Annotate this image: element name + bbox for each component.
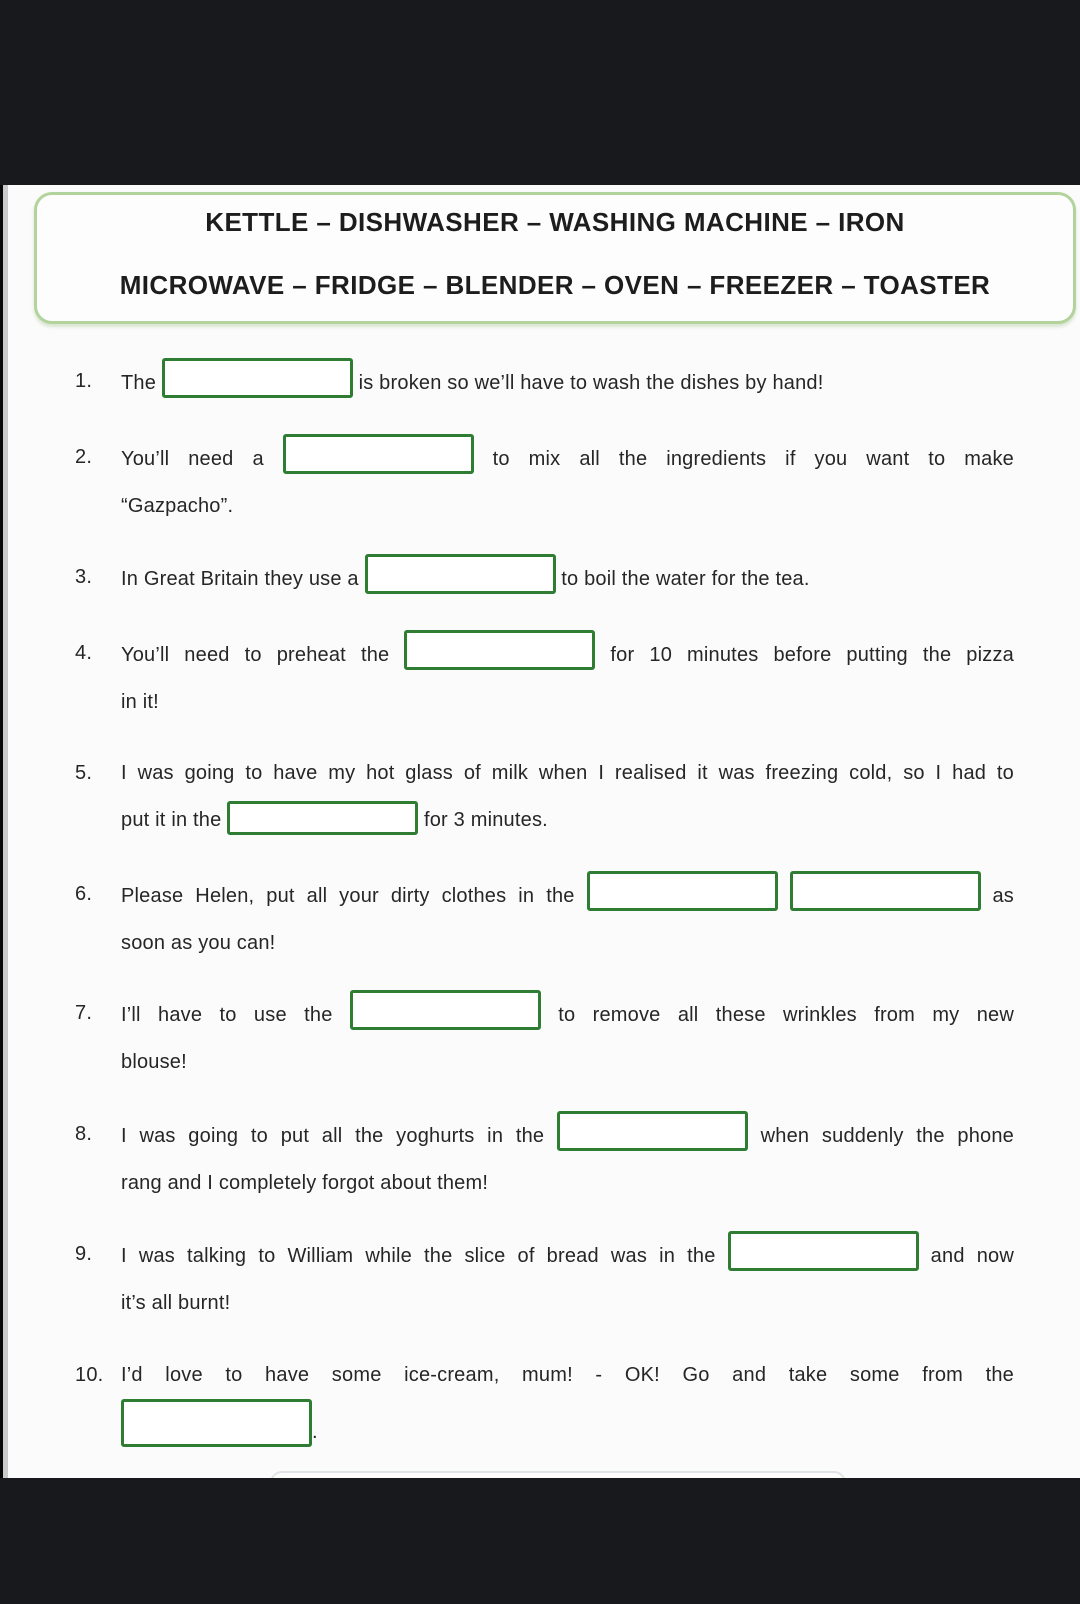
item-number: 3. — [75, 566, 93, 588]
answer-blank[interactable] — [728, 1231, 919, 1271]
exercise-item-1 — [75, 358, 1014, 407]
item-number: 8. — [75, 1123, 93, 1145]
item-number: 9. — [75, 1243, 93, 1265]
item-line: rang and I completely forgot about them! — [121, 1172, 489, 1194]
bottom-letterbox-bar — [0, 1478, 1080, 1604]
item-text — [121, 871, 1014, 967]
answer-blank[interactable] — [162, 358, 353, 398]
answer-blank[interactable] — [365, 554, 556, 594]
item-line: You’ll need a to mix all the ingredients if you want to make — [121, 434, 1014, 483]
item-line: “Gazpacho”. — [121, 495, 234, 517]
item-line: I was going to have my hot glass of milk when I realised it was freezing cold, so I had to — [121, 762, 1014, 784]
answer-blank[interactable] — [404, 630, 595, 670]
item-text — [121, 358, 1014, 407]
item-line: Please Helen, put all your dirty clothes in the as — [121, 871, 1014, 920]
word-bank-line-1: KETTLE – DISHWASHER – WASHING MACHINE – IRON — [205, 207, 905, 237]
page-left-edge-gray — [3, 185, 8, 1478]
item-line: I was talking to William while the slice of bread was in the and now — [121, 1231, 1014, 1280]
answer-blank[interactable] — [587, 871, 778, 911]
item-text — [121, 750, 1014, 844]
worksheet-page — [8, 185, 1080, 1478]
item-text — [121, 990, 1014, 1086]
exercise-item-3 — [75, 554, 1014, 603]
item-number: 2. — [75, 446, 93, 468]
answer-blank[interactable] — [350, 990, 541, 1030]
exercise-item-10 — [75, 1352, 1014, 1456]
item-number: 5. — [75, 762, 93, 784]
item-number: 6. — [75, 883, 93, 905]
item-line: in it! — [121, 691, 159, 713]
answer-blank[interactable] — [557, 1111, 748, 1151]
item-number: 1. — [75, 370, 93, 392]
item-line: I was going to put all the yoghurts in the when suddenly the phone — [121, 1111, 1014, 1160]
item-text — [121, 630, 1014, 726]
item-text — [121, 554, 1014, 603]
item-text — [121, 1111, 1014, 1207]
item-line: You’ll need to preheat the for 10 minutes before putting the pizza — [121, 630, 1014, 679]
item-text — [121, 1352, 1014, 1456]
exercise-item-9 — [75, 1231, 1014, 1327]
answer-blank[interactable] — [227, 801, 418, 835]
item-line: I’ll have to use the to remove all these wrinkles from my new — [121, 990, 1014, 1039]
item-line: In Great Britain they use a to boil the water for the tea. — [121, 554, 1014, 603]
exercise-item-7 — [75, 990, 1014, 1086]
exercise-item-4 — [75, 630, 1014, 726]
item-line: blouse! — [121, 1051, 187, 1073]
exercise-item-2 — [75, 434, 1014, 530]
item-number: 7. — [75, 1002, 93, 1024]
word-bank-line-2: MICROWAVE – FRIDGE – BLENDER – OVEN – FREEZER – TOASTER — [119, 270, 991, 300]
answer-blank[interactable] — [121, 1399, 312, 1447]
item-line: I’d love to have some ice-cream, mum! - OK! Go and take some from the — [121, 1364, 1014, 1386]
exercise-item-6 — [75, 871, 1014, 967]
item-number: 4. — [75, 642, 93, 664]
item-line: it’s all burnt! — [121, 1292, 231, 1314]
item-line: . — [121, 1399, 1014, 1456]
exercise-item-5 — [75, 750, 1014, 844]
item-line: soon as you can! — [121, 932, 276, 954]
answer-blank[interactable] — [790, 871, 981, 911]
item-line: The is broken so we’ll have to wash the dishes by hand! — [121, 358, 1014, 407]
item-text — [121, 434, 1014, 530]
word-bank-box — [34, 192, 1076, 324]
item-line: put it in the for 3 minutes. — [121, 797, 1014, 844]
exercise-item-8 — [75, 1111, 1014, 1207]
answer-blank[interactable] — [283, 434, 474, 474]
item-number: 10. — [75, 1364, 104, 1386]
partial-cutoff-box — [270, 1471, 846, 1478]
item-text — [121, 1231, 1014, 1327]
top-letterbox-bar — [0, 0, 1080, 185]
